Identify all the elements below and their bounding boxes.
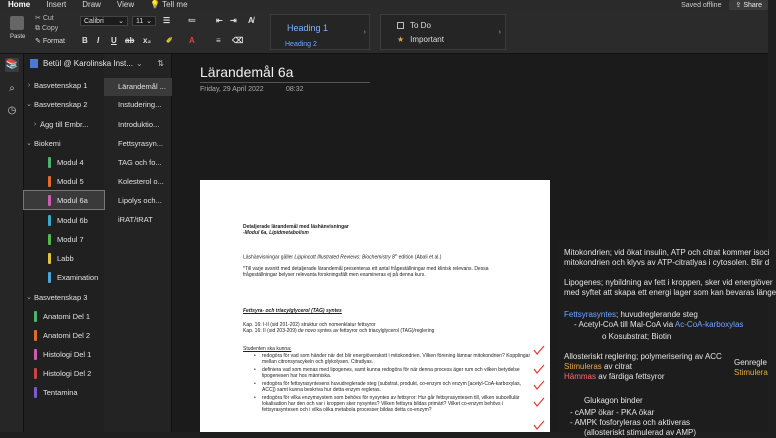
style-heading-2[interactable]: Heading 2: [285, 41, 317, 48]
font-value: Calibri: [84, 18, 104, 25]
section-item[interactable]: [24, 191, 104, 209]
note-line: Genregle: [734, 358, 767, 367]
chevron-down-icon: ⌄: [135, 58, 143, 68]
doc-student-heading: Studenten ska kunna:: [243, 346, 292, 352]
doc-bullet: • definiera vad som menas med lipogenes, samt kunna redogöra för när denna process äger rum och vilken betydelse lipogenesen har hos människa.: [262, 367, 532, 379]
section-item[interactable]: [24, 249, 104, 267]
copy-label: Copy: [41, 25, 59, 32]
copy-button[interactable]: [35, 25, 58, 33]
section-label: Modul 7: [57, 234, 84, 244]
subscript-icon[interactable]: x₂: [143, 36, 152, 45]
chevron-right-icon[interactable]: ›: [498, 29, 501, 36]
share-label: Share: [743, 2, 762, 9]
section-item[interactable]: [24, 76, 104, 94]
strikethrough-icon[interactable]: ab: [125, 36, 135, 45]
ref-sup: th: [394, 253, 398, 257]
doc-section-title: Fettsyra- och triacylglycerol (TAG) syntes: [243, 308, 342, 314]
ink-checkmark[interactable]: [533, 380, 545, 390]
note-term: Hämmas: [564, 372, 597, 381]
format-label: Format: [42, 38, 65, 45]
section-label: Basvetenskap 1: [34, 80, 88, 90]
ink-checkmark[interactable]: [533, 364, 545, 374]
kap2-b: de novo: [298, 328, 316, 334]
doc-reference: [243, 252, 523, 261]
section-item[interactable]: [24, 211, 104, 229]
section-color-swatch: [34, 349, 37, 360]
section-label: Tentamina: [43, 387, 78, 397]
page-item[interactable]: TAG och fo...: [118, 158, 162, 167]
brush-icon: ✎: [35, 38, 41, 45]
tag-todo-label: To Do: [410, 21, 431, 30]
chevron-down-icon[interactable]: ⌄: [26, 294, 32, 301]
section-color-swatch: [34, 368, 37, 379]
section-label: Modul 4: [57, 157, 84, 167]
section-item[interactable]: [24, 307, 104, 325]
font-select[interactable]: [80, 16, 128, 26]
italic-icon[interactable]: I: [97, 36, 100, 45]
note-line: Glukagon binder: [584, 396, 643, 405]
tag-important[interactable]: [397, 35, 444, 44]
tell-me[interactable]: [142, 0, 195, 10]
menu-view[interactable]: View: [116, 0, 135, 9]
section-color-swatch: [48, 157, 51, 168]
kap2-c: syntes av fettsyror och triacylglycerol (TAG)/reglering: [315, 328, 435, 334]
notebook-icon: [30, 59, 38, 68]
doc-bullet: • redogöra för vad som händer när det blir energiöverskott i mitokondrien. Vilken förening lämnar mitokondrien? Kopplingar mellan citronsyracykeln och glykolysen. Citratlyas.: [262, 353, 532, 365]
align-icon[interactable]: ≡: [216, 36, 221, 45]
doc-bullet: • redogöra för vilka enzymsystem som behövs för nysyntes av fettsyror: Hur går fettsyrasyntesen till, vilken subcellulär lokalisation har den och var i kroppen sker nysyntes? Vilken fettsyra bildas primärt? Vilket co-enzym behövs i fettsyrasyntesen och i vilka olika metabola processer bildas detta co-enzym?: [262, 395, 532, 413]
tell-me-label: Tell me: [162, 0, 188, 9]
notebook-name: Betül @ Karolinska Inst...: [43, 58, 133, 68]
underline-icon[interactable]: U: [111, 36, 117, 45]
format-painter-button[interactable]: [35, 37, 65, 45]
share-button[interactable]: [729, 0, 768, 10]
tag-important-label: Important: [410, 35, 444, 44]
section-item[interactable]: [24, 345, 104, 363]
section-item[interactable]: [24, 326, 104, 344]
section-label: Modul 5: [57, 176, 84, 186]
chevron-down-icon: ⌄: [118, 18, 124, 25]
recent-icon[interactable]: ◷: [7, 105, 17, 116]
chevron-down-icon[interactable]: ⌄: [26, 101, 32, 108]
section-item[interactable]: [24, 364, 104, 382]
note-line: Mitokondrien; vid ökat insulin, ATP och citrat kommer isoci: [564, 248, 770, 257]
sort-icon[interactable]: ⇅: [157, 58, 164, 68]
section-label: Histologi Del 1: [43, 349, 92, 359]
section-label: Anatomi Del 1: [43, 311, 91, 321]
section-item[interactable]: [24, 134, 104, 152]
page-item[interactable]: Kolesterol o...: [118, 177, 164, 186]
lightbulb-icon: 💡: [150, 0, 161, 9]
note-text: av citrat: [601, 362, 633, 371]
cut-button[interactable]: [35, 14, 54, 22]
eraser-icon[interactable]: ⌫: [232, 36, 244, 45]
page-time: 08:32: [286, 86, 304, 93]
section-color-swatch: [48, 272, 51, 283]
note-text: - Acetyl-CoA till Mal-CoA via: [574, 320, 675, 329]
embedded-document[interactable]: [200, 180, 550, 432]
scissors-icon: ✂: [35, 15, 41, 22]
section-label: Modul 6b: [57, 215, 88, 225]
section-label: Biokemi: [34, 138, 61, 148]
section-label: Ägg till Embr...: [40, 119, 89, 129]
notebooks-icon[interactable]: 📚: [5, 59, 19, 70]
section-color-swatch: [48, 253, 51, 264]
section-color-swatch: [34, 311, 37, 322]
section-item[interactable]: [24, 288, 104, 306]
note-line: Allosteriskt reglering; polymerisering av ACC: [564, 352, 722, 361]
doc-kap2: [243, 328, 523, 334]
section-item[interactable]: [24, 153, 104, 171]
note-text: av färdiga fettsyror: [596, 372, 665, 381]
section-color-swatch: [48, 234, 51, 245]
note-line: mitokondrien och klyvs av ATP-citratlyas i cytosolen. Blir d: [564, 258, 770, 267]
left-rail: [0, 54, 24, 432]
font-size-value: 11: [136, 18, 144, 25]
page-item[interactable]: Lärandemål ...: [104, 78, 172, 96]
ink-checkmark[interactable]: [533, 397, 545, 407]
note-line: Lipogenes; nybildning av fett i kroppen, sker vid energiöver: [564, 278, 773, 287]
notebook-selector[interactable]: [24, 56, 172, 70]
tag-todo[interactable]: [397, 21, 431, 30]
note-text: ; huvudreglerande steg: [616, 310, 698, 319]
title-underline: [200, 82, 370, 83]
style-heading-1[interactable]: Heading 1: [287, 23, 329, 33]
section-item[interactable]: [24, 172, 104, 190]
ink-checkmark[interactable]: [533, 420, 545, 430]
doc-note: *Till varje avsnitt med detaljerade lärandemål presenteras ett antal frågeställningar med klinisk relevans. Dessa frågeställningar belyser relevanta forskningsfält men examineras ej på denna kurs.: [243, 266, 489, 278]
section-label: Histologi Del 2: [43, 368, 92, 378]
font-color-icon[interactable]: A: [189, 36, 195, 45]
copy-icon: ⧉: [35, 25, 40, 32]
page-item[interactable]: Lipolys och...: [118, 196, 162, 205]
ref-rest: edition (Abali et al.): [397, 254, 442, 261]
doc-heading: Detaljerade lärandemål med läshänvisningar: [243, 224, 349, 230]
share-icon: ⇪: [735, 2, 742, 9]
note-line: [564, 362, 632, 372]
menu-insert[interactable]: Insert: [46, 0, 67, 9]
highlight-icon[interactable]: ✐: [166, 36, 173, 45]
section-item[interactable]: [24, 115, 104, 133]
page-item[interactable]: Fettsyrasyn...: [118, 139, 164, 148]
section-color-swatch: [34, 330, 37, 341]
note-line: - cAMP ökar - PKA ökar: [570, 408, 655, 417]
numbering-icon[interactable]: ≔: [188, 16, 196, 25]
page-item[interactable]: Introduktio...: [118, 120, 160, 129]
note-line: med syftet att skapa ett energi lager som kan bevaras länge: [564, 288, 776, 297]
font-size-select[interactable]: [132, 16, 156, 26]
note-line: [564, 372, 665, 382]
section-item[interactable]: [24, 230, 104, 248]
saved-status: Saved offline: [681, 1, 722, 9]
ref-intro: Läshänvisningar gäller: [243, 254, 295, 261]
page-item[interactable]: iRAT/tRAT: [118, 215, 153, 224]
search-icon[interactable]: ⌕: [9, 83, 15, 94]
note-line: Stimulera: [734, 368, 768, 377]
chevron-right-icon[interactable]: ›: [363, 29, 366, 36]
note-term: Ac-CoA-karboxylas: [674, 320, 744, 329]
paste-button[interactable]: [10, 16, 25, 40]
checkbox-icon: [397, 22, 404, 29]
section-item[interactable]: [24, 268, 104, 286]
section-label: Labb: [57, 253, 74, 263]
section-label: Basvetenskap 2: [34, 99, 88, 109]
menu-home[interactable]: Home: [0, 0, 38, 11]
chevron-right-icon[interactable]: ›: [27, 81, 31, 89]
section-item[interactable]: [24, 383, 104, 401]
note-line: [564, 310, 698, 320]
indent-icon[interactable]: ⇥: [230, 16, 237, 25]
cut-label: Cut: [42, 15, 54, 22]
menu-draw[interactable]: Draw: [82, 0, 101, 9]
section-label: Examination: [57, 272, 99, 282]
note-term: Fettsyrasyntes: [564, 310, 617, 319]
section-color-swatch: [34, 387, 37, 398]
page-title[interactable]: Lärandemål 6a: [200, 64, 294, 80]
chevron-down-icon: ⌄: [146, 18, 152, 25]
page-date: Friday, 29 April 2022: [200, 86, 264, 93]
paste-label: Paste: [10, 34, 26, 40]
outdent-icon[interactable]: ⇤: [216, 16, 223, 25]
tags-gallery[interactable]: [380, 14, 506, 50]
note-line: [574, 320, 743, 330]
section-label: Modul 6a: [57, 195, 88, 205]
chevron-right-icon[interactable]: ›: [33, 120, 37, 128]
chevron-down-icon[interactable]: ⌄: [26, 140, 32, 147]
section-color-swatch: [48, 176, 51, 187]
section-color-swatch: [48, 215, 51, 226]
paste-icon: [10, 16, 24, 30]
doc-kap1: Kap. 16: I-II (sid 201-202) struktur och nomenklatur fettsyror: [243, 322, 376, 328]
bold-icon[interactable]: B: [82, 36, 88, 45]
note-term: Stimuleras: [564, 362, 602, 371]
notes-container[interactable]: [558, 240, 776, 437]
ref-book: Lippincott Illustrated Reviews: Biochemistry 8: [294, 254, 395, 261]
doc-subheading: -Modul 6a, Lipidmetabolism: [243, 230, 309, 236]
section-label: Anatomi Del 2: [43, 330, 91, 340]
note-line: - AMPK fosforyleras och aktiveras: [570, 418, 691, 427]
bullets-icon[interactable]: ☰: [163, 16, 171, 25]
section-color-swatch: [48, 195, 51, 206]
kap2-a: Kap. 16: II (sid 203-209): [243, 328, 299, 334]
star-icon: ★: [397, 35, 405, 44]
ink-checkmark[interactable]: [533, 345, 545, 355]
clear-format-icon[interactable]: A̸: [248, 16, 254, 25]
page-item[interactable]: Instudering...: [118, 100, 162, 109]
styles-gallery[interactable]: [270, 14, 370, 50]
note-line: (allosteriskt stimulerad av AMP): [584, 428, 697, 437]
note-line: o Kosubstrat; Biotin: [602, 332, 672, 341]
menu-bar: [0, 0, 768, 10]
doc-bullet: • redogöra för fettsyrasyntesens huvudreglerade steg (substrat, produkt, co-enzym och enzym [acetyl-CoA-karboxylas, ACC]) samt kunna beskriva hur detta enzym regleras.: [262, 381, 532, 393]
ribbon: [0, 10, 768, 54]
section-item[interactable]: [24, 95, 104, 113]
section-label: Basvetenskap 3: [34, 292, 88, 302]
